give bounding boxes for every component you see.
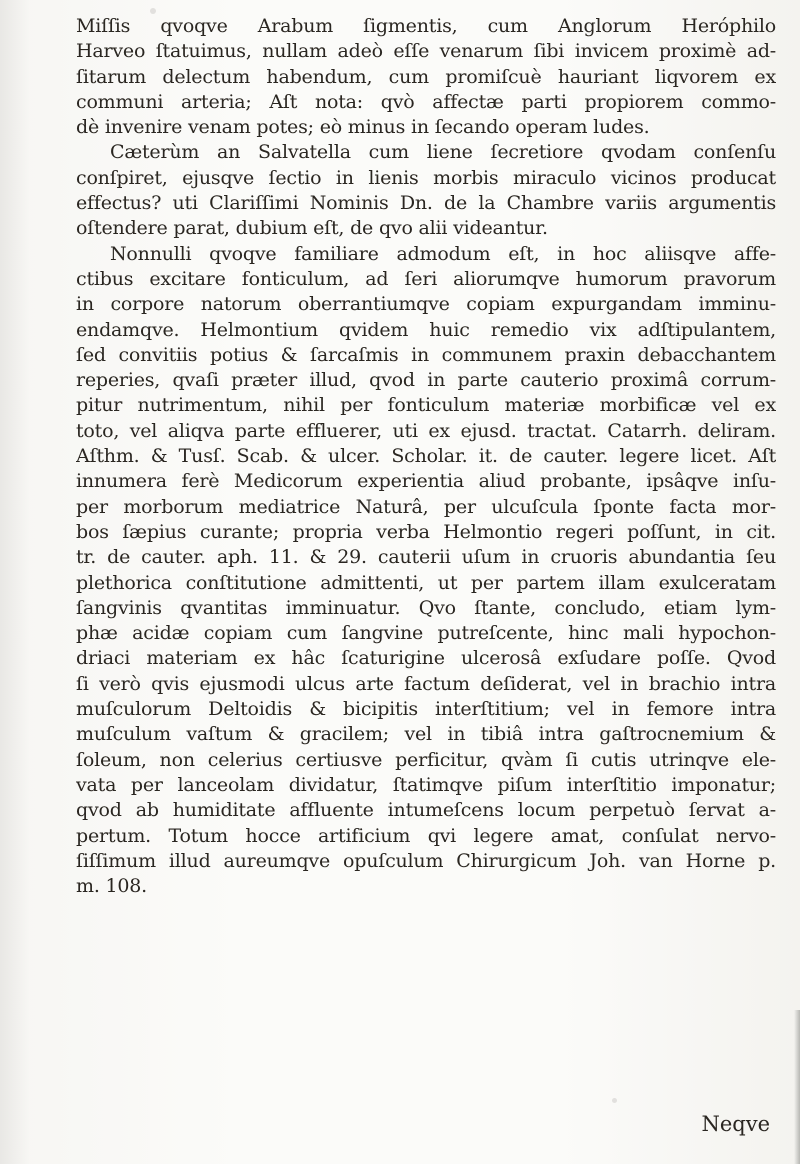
text-line: ſi verò qvis ejusmodi ulcus arte factum deſiderat, vel in brachio intra — [76, 672, 776, 695]
page-edge-shadow — [794, 1010, 800, 1164]
text-line: effectus? uti Clariſſimi Nominis Dn. de la Chambre variis argumentis — [76, 192, 776, 215]
text-line: ſitarum delectum habendum, cum promiſcuè hauriant liqvorem ex — [76, 65, 776, 88]
text-line: ſed convitiis potius & ſarcaſmis in communem praxin debacchantem — [76, 343, 776, 366]
text-line: endamqve. Helmontium qvidem huic remedio vix adſtipulantem, — [76, 318, 776, 341]
text-line: reperies, qvaſi præter illud, qvod in parte cauterio proximâ corrum- — [76, 369, 776, 392]
text-line: pitur nutrimentum, nihil per fonticulum materiæ morbificæ vel ex — [76, 394, 776, 417]
text-line: ſangvinis qvantitas imminuatur. Qvo ſtante, concludo, etiam lym- — [76, 596, 776, 619]
text-line: tr. de cauter. aph. 11. & 29. cauterii uſum in cruoris abundantia ſeu — [76, 546, 776, 569]
text-line: oſtendere parat, dubium eſt, de qvo alii videantur. — [76, 217, 548, 240]
text-line: vata per lanceolam dividatur, ſtatimqve piſum interſtitio imponatur; — [76, 773, 776, 796]
text-line: m. 108. — [76, 875, 148, 898]
text-line: Nonnulli qvoqve familiare admodum eſt, in hoc aliisqve affe- — [110, 242, 776, 265]
text-line: qvod ab humiditate affluente intumeſcens locum perpetuò ſervat a- — [76, 799, 776, 822]
text-line: toto, vel aliqva parte effluerer, uti ex ejusd. tractat. Catarrh. deliram. — [76, 419, 776, 442]
text-line: muſculorum Deltoidis & bicipitis interſtitium; vel in femore intra — [76, 698, 776, 721]
gutter-shadow — [0, 0, 30, 1164]
text-line: plethorica conſtitutione admittenti, ut per partem illam exulceratam — [76, 571, 776, 594]
ink-blemish — [150, 8, 156, 14]
text-line: ctibus excitare fonticulum, ad ſeri aliorumqve humorum pravorum — [76, 267, 776, 290]
catchword: Neqve — [701, 1112, 770, 1136]
text-line: in corpore natorum oberrantiumqve copiam expurgandam imminu- — [76, 293, 776, 316]
text-line: ſiſſimum illud aureumqve opuſculum Chirurgicum Joh. van Horne p. — [76, 849, 776, 872]
text-line: Miſſis qvoqve Arabum ſigmentis, cum Anglorum Heróphilo — [76, 15, 776, 37]
text-line: innumera ferè Medicorum experientia aliud probante, ipsâqve inſu- — [76, 470, 776, 493]
text-line: Harveo ſtatuimus, nullam adeò eſſe venarum ſibi invicem proximè ad- — [76, 40, 776, 63]
text-line: Aſthm. & Tusſ. Scab. & ulcer. Scholar. it. de cauter. legere licet. Aſt — [76, 445, 776, 468]
text-line: phæ acidæ copiam cum ſangvine putreſcente, hinc mali hypochon- — [76, 622, 776, 645]
text-line: conſpiret, ejusqve ſectio in lienis morbis miraculo vicinos producat — [76, 166, 776, 189]
text-line: driaci materiam ex hâc ſcaturigine ulcerosâ exſudare poſſe. Qvod — [76, 647, 776, 670]
text-line: dè invenire venam potes; eò minus in ſecando operam ludes. — [76, 116, 650, 139]
text-line: muſculum vaſtum & gracilem; vel in tibiâ intra gaſtrocnemium & — [76, 723, 776, 746]
text-line: per morborum mediatrice Naturâ, per ulcuſcula ſponte facta mor- — [76, 495, 776, 518]
ink-blemish — [612, 1098, 617, 1103]
text-line: communi arteria; Aſt nota: qvò affectæ parti propiorem commo- — [76, 90, 776, 113]
body-text — [76, 14, 776, 899]
text-line: Cæterùm an Salvatella cum liene ſecretiore qvodam conſenſu — [110, 141, 776, 164]
text-line: bos ſæpius curante; propria verba Helmontio regeri poſſunt, in cit. — [76, 520, 776, 543]
text-line: ſoleum, non celerius certiusve perficitur, qvàm ſi cutis utrinqve ele- — [76, 748, 776, 771]
text-line: pertum. Totum hocce artificium qvi legere amat, conſulat nervo- — [76, 824, 776, 847]
